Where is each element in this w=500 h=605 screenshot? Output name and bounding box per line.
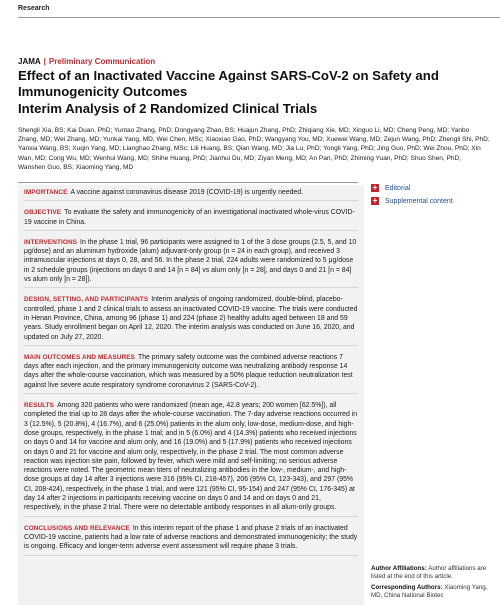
abstract-results [24,398,358,517]
corresponding-note [371,584,495,600]
abstract-heading: IMPORTANCE [24,189,68,196]
abstract-heading: DESIGN, SETTING, AND PARTICIPANTS [24,296,149,304]
abstract-outcomes [24,350,358,394]
abstract-text: The primary safety outcome was the combined adverse reactions 7 days after each injection, and the primary immunogenicity outcome was neutralizing antibody response 14 days after the whole-course vaccination, which was measured by a 50% plaque reduction neutralization test against live severe acute respiratory syndrome coronavirus 2 (SARS-CoV-2). [24,353,353,389]
abstract-heading: OBJECTIVE [24,209,62,217]
affiliations-heading: Author Affiliations: [371,565,427,572]
abstract-heading: RESULTS [24,402,55,410]
author-affiliations [371,565,495,603]
journal-separator: | [43,57,46,66]
article-subtitle: Interim Analysis of 2 Randomized Clinical Trials [18,101,318,116]
abstract-heading: CONCLUSIONS AND RELEVANCE [24,524,130,532]
plus-icon: + [372,196,378,205]
affiliations-text: Author affiliations are listed at the end of this article. [371,565,487,580]
abstract-box [18,185,364,605]
journal-name: JAMA [18,57,41,66]
abstract-heading: INTERVENTIONS [24,238,78,246]
supplemental-link-label: Supplemental content [385,197,453,205]
supplemental-content-link[interactable] [371,197,453,205]
plus-icon: + [372,183,378,192]
abstract-interventions [24,235,358,288]
article-type: Preliminary Communication [48,57,156,66]
abstract-text: To evaluate the safety and immunogenicity of an investigational inactivated whole-virus COVID-19 vaccine in China. [24,209,355,226]
abstract-text: Among 320 patients who were randomized (mean age, 42.8 years; 200 women [62.5%]), all completed the trial up to 28 days after the whole-course vaccination. The 7-day adverse reactions occurred in 3 (12.5%), 5 (20.8%), 4 (16.7%), and 6 (25.0%) patients in the alum only, low-dose, medium-dose, and high-dose groups, respectively, in the phase 1 trial; and in 5 (6.0%) and 4 (14.3%) patients who received injections on days 0 and 14 for vaccine and alum only, and 16 (19.0%) and 5 (17.9%) patients who received injections on days 0 and 21 for vaccine and alum only, respectively, in the phase 2 trial. The most common adverse reaction was injection site pain, followed by fever, which were mild and self-limiting; no serious adverse reactions were noted. The geometric mean titers of neutralizing antibodies in the low-, medium-, and high-dose groups at day 14 after 3 injections were 316 (95% CI, 218-457), 206 (95% CI, 123-343), and 297 (95% CI, 208-424), respectively, in the phase 1 trial, and were 121 (95% CI, 95-154) and 247 (95% CI, 176-345) at day 14 after 2 injections in participants receiving vaccine on days 0 and 14 and on days 0 and 21, respectively, in the phase 2 trial. There were no detectable antibody responses in all alum-only groups. [24,402,358,512]
abstract-heading: MAIN OUTCOMES AND MEASURES [24,353,136,361]
abstract-conclusions [24,521,358,556]
abstract-objective [24,205,358,231]
author-list: Shengli Xia, BS; Kai Duan, PhD; Yuntao Zhang, PhD; Dongyang Zhao, BS; Huajun Zhang, PhD; Zhiqiang Xie, MD; Xinguo Li, MD; Cheng Peng, MD; Yanbo Zhang, MD; Wei Zhang, MD; Yunkai Yang, MD; Wei Chen, MSc; Xiaoxiao Gao, PhD; Wangyang You, MD; Xuewei Wang, MD; Zejun Wang, PhD; Zhengli Shi, PhD; Yanxia Wang, BS; Xuqin Yang, MD; Lianghao Zhang, MSc; Lili Huang, BS; Qian Wang, MD; Jia Lu, PhD; Yongli Yang, PhD; Jing Guo, PhD; Wei Zhou, PhD; Xin Wan, MD; Cong Wu, MD; Wenhui Wang, MD; Shihe Huang, PhD; Jianhui Du, MD; Ziyan Meng, MD; An Pan, PhD; Zhiming Yuan, PhD; Shuo Shen, PhD; Wanshen Guo, BS; Xiaoming Yang, MD [18,127,490,171]
abstract-text: In this interim report of the phase 1 and phase 2 trials of an inactivated COVID-19 vaccine, patients had a low rate of adverse reactions and demonstrated immunogenicity; the study is ongoing. Efficacy and longer-term adverse event assessment will require phase 3 trials. [24,524,358,551]
corresponding-heading: Corresponding Authors: [371,584,443,591]
abstract-design [24,292,358,345]
editorial-link[interactable] [371,184,453,192]
abstract-text: Interim analysis of ongoing randomized, double-blind, placebo-controlled, phase 1 and 2 clinical trials to assess an inactivated COVID-19 vaccine. The trials were conducted in Henan Province, China, among 96 (phase 1) and 224 (phase 2) healthy adults aged between 18 and 59 years. Study enrollment began on April 12, 2020. The interim analysis was conducted on June 16, 2020, and updated on July 27, 2020. [24,296,358,341]
abstract-importance [24,185,358,201]
header-rule [18,17,500,18]
article-title: Effect of an Inactivated Vaccine Against SARS-CoV-2 on Safety and Immunogenicity Outcomes [18,68,439,99]
corresponding-text: Xiaoming Yang, MD, China National Biotec [371,584,488,599]
side-links [371,184,453,210]
abstract-text: A vaccine against coronavirus disease 2019 (COVID-19) is urgently needed. [70,189,303,196]
section-label: Research [18,5,50,12]
editorial-link-label: Editorial [385,184,411,192]
affiliations-note [371,565,495,581]
journal-line [18,57,155,66]
abstract-text: In the phase 1 trial, 96 participants were assigned to 1 of the 3 dose groups (2.5, 5, and 10 μg/dose) and an aluminum hydroxide (alum) adjuvant-only group (n = 24 in each group), and received 3 intramuscular injections at days 0, 28, and 56. In the phase 2 trial, 224 adults were randomized to 5 μg/dose in 2 schedule groups (injections on days 0 and 14 [n = 84] vs alum only [n = 28], and days 0 and 21 [n = 84] vs alum only [n = 28]). [24,238,357,284]
abstract-rule [18,182,358,183]
